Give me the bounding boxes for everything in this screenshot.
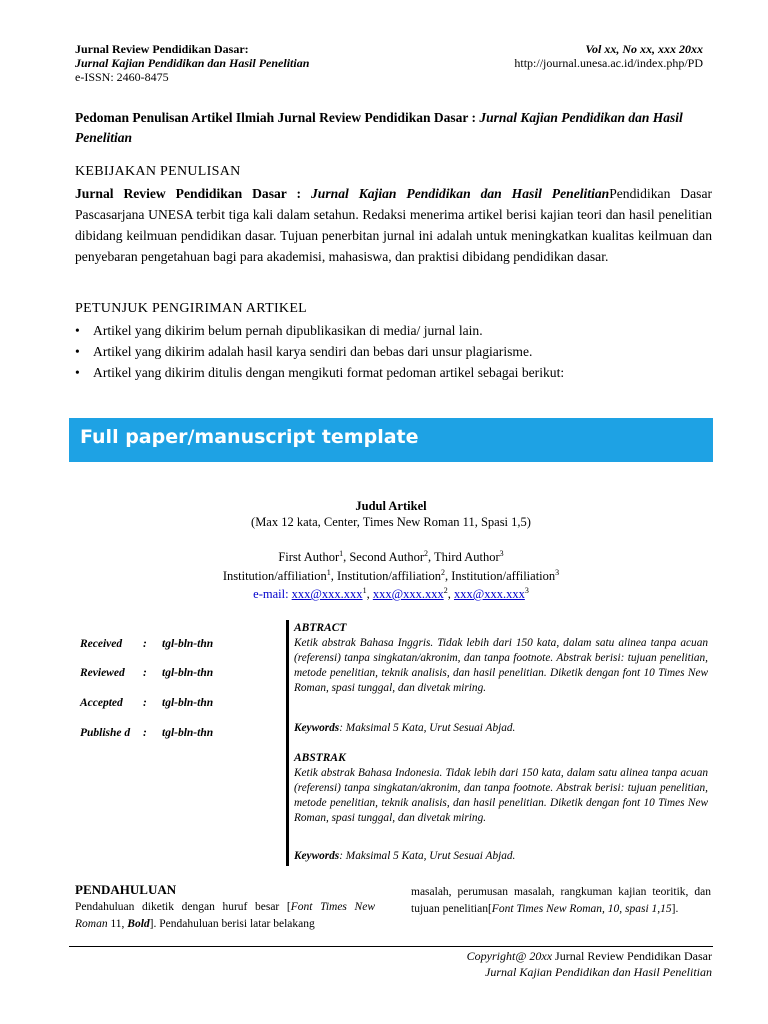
affiliation: Institution/affiliation [222,569,327,584]
journal-header [75,42,309,84]
intro-text: Pendahuluan diketik dengan huruf besar [ [75,901,291,913]
volume-info: Vol xx, No xx, xxx 20xx [585,42,703,56]
journal-url[interactable]: http://journal.unesa.ac.id/index.php/PD [514,56,703,70]
intro-italic: Font Times New Roman, 10, spasi 1,15 [491,903,672,915]
abstract-id-heading: ABSTRAK [294,752,346,764]
email-line: e-mail: xxx@xxx.xxx$^1$, xxx@xxx.xxx$^2$, xxx@xxx.xxx$^3$ [253,586,529,602]
intro-text: ]. Pendahuluan berisi latar belakang [149,918,315,930]
author-sup: 3 [499,549,504,558]
article-title: Judul Artikel [355,499,427,513]
policy-journal-bold: Jurnal Review Pendidikan Dasar : [75,186,311,201]
meta-label: Reviewed [80,667,125,679]
intro-bold-italic: Bold [127,918,150,930]
affiliation-sup: 2 [440,568,445,577]
meta-colon: : [143,667,147,679]
copyright-journal: Jurnal Review Pendidikan Dasar [552,949,712,963]
email-link[interactable]: xxx@xxx.xxx [372,587,444,602]
journal-subtitle: Jurnal Kajian Pendidikan dan Hasil Penelitian [75,56,310,70]
meta-value: tgl-bln-thn [162,697,214,709]
guide-title-italic: Jurnal Kajian Pendidikan dan Hasil Penelitian [75,110,683,145]
email-link[interactable]: xxx@xxx.xxx [453,587,525,602]
policy-journal-bold-italic: Jurnal Kajian Pendidikan dan Hasil Penelitian [311,186,610,201]
author-name: Second Author [349,550,425,565]
footer-rule [69,946,713,947]
footer-subtitle: Jurnal Kajian Pendidikan dan Hasil Penelitian [485,965,712,979]
abstract-en-body: Ketik abstrak Bahasa Inggris. Tidak lebih dari 150 kata, dalam satu alinea tanpa acuan (referensi) tanpa singkatan/akronim, dan tanpa footnote. Abstrak berisi: tujuan penelitian, metode penelitian, teknik analisis, dan hasil penelitian. Diketik dengan font 10 Times New Roman, spasi tunggal, dan divetak miring. [294,637,708,694]
meta-value: tgl-bln-thn [162,667,214,679]
intro-left-column [75,899,375,933]
meta-colon: : [143,727,147,739]
affiliation: Institution/affiliation [451,569,556,584]
meta-value: tgl-bln-thn [162,638,214,650]
guide-title [75,108,712,148]
keywords-text: : Maksimal 5 Kata, Urut Sesuai Abjad. [339,850,516,862]
policy-text: Pendidikan Dasar Pascasarjana UNESA terbit tiga kali dalam setahun. Redaksi menerima artikel berisi kajian teori dan hasil penelitian dibidang keilmuan pendidikan dasar. Tujuan penerbitan jurnal ini adalah untuk meningkatkan kualitas keilmuan dan penyebaran pengetahuan bagi para akademisi, mahasiswa, dan praktisi dibidang pendidikan dasar. [75,186,713,264]
template-banner [69,418,713,462]
intro-right-column [411,884,711,918]
intro-text: 11, [107,918,128,930]
affiliation-sup: 3 [555,568,560,577]
meta-colon: : [143,638,147,650]
abstract-id-body: Ketik abstrak Bahasa Indonesia. Tidak lebih dari 150 kata, dalam satu alinea tanpa acuan (referensi) tanpa singkatan/akronim, dan tanpa footnote. Abstrak berisi: tujuan penelitian, metode penelitian, teknik analisis, dan hasil penelitian. Diketik dengan font 10 Times New Roman, spasi tunggal, dan divetak miring. [294,767,708,824]
meta-label: Publishe d [80,727,131,739]
journal-name: Jurnal Review Pendidikan Dasar: [75,42,249,56]
copyright-italic: Copyright@ 20xx [466,949,553,963]
list-item: • Artikel yang dikirim belum pernah dipublikasikan di media/ jurnal lain. [75,320,712,341]
abstract-divider [286,620,289,866]
intro-text: ]. [671,903,679,915]
author-sup: 1 [339,549,344,558]
email-sup: 2 [443,586,448,595]
intro-heading: PENDAHULUAN [75,882,177,897]
list-item: • Artikel yang dikirim adalah hasil karya sendiri dan bebas dari unsur plagiarisme. [75,341,712,362]
footer-copyright [467,948,712,964]
affiliation-sup: 1 [326,568,331,577]
affiliation: Institution/affiliation [337,569,441,584]
intro-text: masalah, perumusan masalah, rangkuman kajian teoritik, dan tujuan penelitian[ [411,886,711,915]
policy-heading: KEBIJAKAN PENULISAN [75,164,241,179]
abstract-en-keywords [294,722,515,734]
email-sup: 3 [524,586,529,595]
article-title-note: (Max 12 kata, Center, Times New Roman 11, Spasi 1,5) [251,515,531,529]
keywords-label: Keywords [294,722,340,734]
author-name: Third Author [434,550,500,565]
abstract-id-keywords [294,850,515,862]
email-link[interactable]: xxx@xxx.xxx [291,587,363,602]
submission-list [75,320,712,383]
journal-header-right [514,42,703,70]
intro-italic: Font Times New Roman [75,901,375,930]
email-label: e-mail: [253,587,292,602]
submission-heading: PETUNJUK PENGIRIMAN ARTIKEL [75,301,308,316]
meta-colon: : [143,697,147,709]
author-line: First Author$^1$, Second Author$^2$, Third Author$^3$ [278,549,504,565]
list-item: • Artikel yang dikirim ditulis dengan mengikuti format pedoman artikel sebagai berikut: [75,362,712,383]
banner-text: Full paper/manuscript template [80,426,419,448]
keywords-label: Keywords [294,850,340,862]
keywords-text: : Maksimal 5 Kata, Urut Sesuai Abjad. [339,722,516,734]
footer [467,948,712,980]
author-sup: 2 [424,549,429,558]
policy-body [75,183,712,267]
author-name: First Author [278,550,340,565]
meta-value: tgl-bln-thn [162,727,214,739]
affiliation-line: Institution/affiliation$^1$, Institution/affiliation$^2$, Institution/affiliation$^3$ [222,568,560,584]
abstract-en-heading: ABTRACT [294,622,347,634]
email-sup: 1 [362,586,367,595]
meta-label: Received [80,638,123,650]
guide-title-prefix: Pedoman Penulisan Artikel Ilmiah Jurnal Review Pendidikan Dasar : [75,110,480,125]
issn: e-ISSN: 2460-8475 [75,70,169,84]
meta-label: Accepted [80,697,123,709]
